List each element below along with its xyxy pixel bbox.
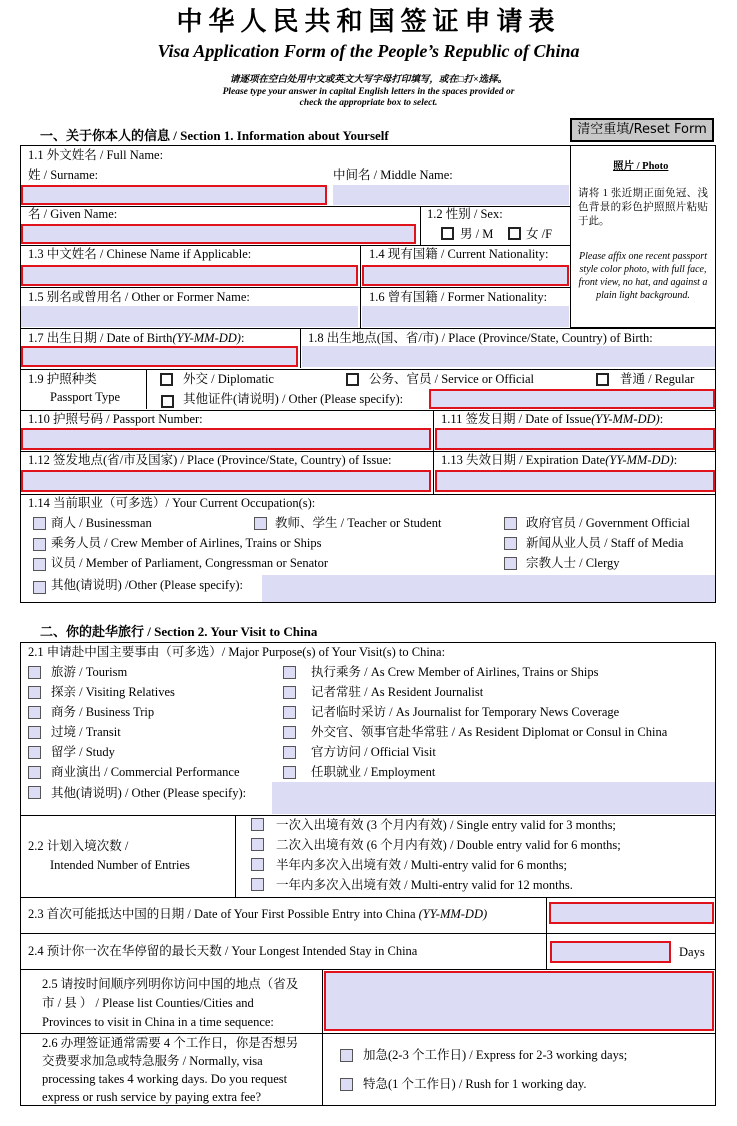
passport-regular-label: 普通 / Regular <box>620 372 695 386</box>
occupation-other-label: 其他(请说明) /Other (Please specify): <box>51 578 243 592</box>
photo-instruction-en: Please affix one recent passport style color photo, with full face, front view, no hat, and against a plain light background. <box>578 251 708 301</box>
purpose-relatives-checkbox[interactable] <box>28 686 41 699</box>
occupation-teacher-checkbox[interactable] <box>254 517 267 530</box>
instruction-en-1: Please type your answer in capital English letters in the spaces provided or <box>222 87 515 97</box>
passport-number-label: 1.10 护照号码 / Passport Number: <box>28 412 203 426</box>
entry-single-checkbox[interactable] <box>251 818 264 831</box>
issue-date-label: 1.11 签发日期 / Date of Issue(YY-MM-DD): <box>441 412 664 426</box>
birth-place-input[interactable] <box>302 346 715 367</box>
entry-single-label: 一次入出境有效 (3 个月内有效) / Single entry valid for 3 months; <box>276 818 616 832</box>
passport-number-input[interactable] <box>21 428 431 450</box>
purpose-business-label: 商务 / Business Trip <box>51 705 155 719</box>
photo-title: 照片 / Photo <box>613 161 669 172</box>
purpose-other-input[interactable] <box>272 782 715 814</box>
sex-male-checkbox[interactable] <box>441 227 454 240</box>
occupation-other-input[interactable] <box>262 575 715 602</box>
issue-place-input[interactable] <box>21 470 431 492</box>
occupation-media-label: 新闻从业人员 / Staff of Media <box>526 536 684 550</box>
places-label-1: 2.5 请按时间顺序列明你访问中国的地点（省及 <box>42 977 299 991</box>
other-name-label: 1.5 别名或曾用名 / Other or Former Name: <box>28 290 250 304</box>
passport-other-checkbox[interactable] <box>161 395 174 408</box>
expiration-date-input[interactable] <box>435 470 715 492</box>
nationality-input[interactable] <box>362 265 569 286</box>
given-name-label: 名 / Given Name: <box>28 207 118 221</box>
occupation-parliament-checkbox[interactable] <box>33 558 46 571</box>
express-label: 加急(2-3 个工作日) / Express for 2-3 working days; <box>363 1048 628 1062</box>
reset-form-button[interactable]: 清空重填/Reset Form <box>570 118 714 142</box>
purpose-tourism-checkbox[interactable] <box>28 666 41 679</box>
purpose-crew-label: 执行乘务 / As Crew Member of Airlines, Trains or Ships <box>311 665 599 679</box>
entries-label-en: Intended Number of Entries <box>50 858 190 872</box>
entry-multi-6-label: 半年内多次入出境有效 / Multi-entry valid for 6 months; <box>276 858 567 872</box>
passport-diplomatic-checkbox[interactable] <box>160 373 173 386</box>
purpose-crew-checkbox[interactable] <box>283 666 296 679</box>
instruction-cn: 请逐项在空白处用中文或英文大写字母打印填写，或在□打×选择。 <box>229 75 508 85</box>
purpose-other-label: 其他(请说明) / Other (Please specify): <box>51 786 247 800</box>
occupation-clergy-label: 宗教人士 / Clergy <box>526 556 620 570</box>
occupation-businessman-label: 商人 / Businessman <box>51 516 152 530</box>
birth-place-label: 1.8 出生地点(国、省/市) / Place (Province/State, Country) of Birth: <box>308 331 653 345</box>
passport-type-label-en: Passport Type <box>50 390 121 404</box>
occupation-parliament-label: 议员 / Member of Parliament, Congressman or Senator <box>51 556 329 570</box>
photo-instruction-cn: 请将 1 张近期正面免冠、浅色背景的彩色护照照片粘贴于此。 <box>578 188 708 227</box>
occupation-government-label: 政府官员 / Government Official <box>526 516 690 530</box>
purpose-employment-label: 任职就业 / Employment <box>311 765 436 779</box>
surname-label: 姓 / Surname: <box>28 168 99 182</box>
middle-name-label: 中间名 / Middle Name: <box>333 168 453 182</box>
longest-stay-label: 2.4 预计你一次在华停留的最长天数 / Your Longest Intended Stay in China <box>28 944 418 958</box>
occupation-label: 1.14 当前职业（可多选）/ Your Current Occupation(s): <box>28 496 316 510</box>
service-label-1: 2.6 办理签证通常需要 4 个工作日，你是否想另 <box>42 1036 299 1050</box>
passport-service-label: 公务、官员 / Service or Official <box>369 372 535 386</box>
places-label-2: 市 / 县 ） / Please list Counties/Cities and <box>42 996 254 1010</box>
longest-stay-input[interactable] <box>550 941 671 963</box>
sex-male-label: 男 / M <box>460 227 494 241</box>
issue-place-label: 1.12 签发地点(省/市及国家) / Place (Province/State, Country) of Issue: <box>28 453 392 467</box>
chinese-name-input[interactable] <box>21 265 358 286</box>
purpose-performance-checkbox[interactable] <box>28 766 41 779</box>
given-name-input[interactable] <box>21 224 416 244</box>
surname-input[interactable] <box>21 185 327 205</box>
occupation-media-checkbox[interactable] <box>504 537 517 550</box>
purpose-diplomat-label: 外交官、领事官赴华常驻 / As Resident Diplomat or Consul in China <box>311 725 668 739</box>
service-label-3: processing takes 4 working days. Do you request <box>42 1072 288 1086</box>
section1-title: 一、关于你本人的信息 / Section 1. Information about Yourself <box>40 128 389 143</box>
purpose-resident-journalist-label: 记者常驻 / As Resident Journalist <box>311 685 484 699</box>
entry-multi-6-checkbox[interactable] <box>251 858 264 871</box>
nationality-label: 1.4 现有国籍 / Current Nationality: <box>369 247 549 261</box>
entry-multi-12-label: 一年内多次入出境有效 / Multi-entry valid for 12 months. <box>276 878 573 892</box>
purpose-performance-label: 商业演出 / Commercial Performance <box>51 765 240 779</box>
purpose-temp-journalist-checkbox[interactable] <box>283 706 296 719</box>
days-label: Days <box>679 945 705 959</box>
occupation-clergy-checkbox[interactable] <box>504 557 517 570</box>
first-entry-label: 2.3 首次可能抵达中国的日期 / Date of Your First Possible Entry into China (YY-MM-DD) <box>28 907 488 921</box>
purpose-other-checkbox[interactable] <box>28 786 41 799</box>
chinese-name-label: 1.3 中文姓名 / Chinese Name if Applicable: <box>28 247 252 261</box>
former-nationality-input[interactable] <box>362 306 569 327</box>
passport-regular-checkbox[interactable] <box>596 373 609 386</box>
rush-checkbox[interactable] <box>340 1078 353 1091</box>
purpose-business-checkbox[interactable] <box>28 706 41 719</box>
purpose-study-label: 留学 / Study <box>51 745 115 759</box>
expiration-date-label: 1.13 失效日期 / Expiration Date(YY-MM-DD): <box>441 453 678 467</box>
form-title-en: Visa Application Form of the People’s Republic of China <box>157 41 580 61</box>
sex-label: 1.2 性别 / Sex: <box>427 207 503 221</box>
purpose-transit-checkbox[interactable] <box>28 726 41 739</box>
occupation-teacher-label: 教师、学生 / Teacher or Student <box>275 516 442 530</box>
sex-female-label: 女 /F <box>526 227 553 241</box>
dob-input[interactable] <box>21 346 298 367</box>
form-title-cn: 中华人民共和国签证申请表 <box>176 7 561 37</box>
middle-name-input[interactable] <box>333 185 569 205</box>
purpose-temp-journalist-label: 记者临时采访 / As Journalist for Temporary News Coverage <box>311 705 620 719</box>
occupation-government-checkbox[interactable] <box>504 517 517 530</box>
service-label-2: 交费要求加急或特急服务 / Normally, visa <box>42 1054 263 1068</box>
purpose-official-visit-checkbox[interactable] <box>283 746 296 759</box>
purpose-relatives-label: 探亲 / Visiting Relatives <box>51 685 175 699</box>
former-nationality-label: 1.6 曾有国籍 / Former Nationality: <box>369 290 548 304</box>
purpose-diplomat-checkbox[interactable] <box>283 726 296 739</box>
passport-other-input[interactable] <box>429 389 715 409</box>
entries-label-cn: 2.2 计划入境次数 / <box>28 839 129 853</box>
instruction-en-2: check the appropriate box to select. <box>299 98 438 108</box>
places-input[interactable] <box>324 971 714 1031</box>
entry-double-label: 二次入出境有效 (6 个月内有效) / Double entry valid for 6 months; <box>276 838 621 852</box>
purpose-transit-label: 过境 / Transit <box>51 725 121 739</box>
purpose-label: 2.1 申请赴中国主要事由（可多选）/ Major Purpose(s) of Your Visit(s) to China: <box>28 645 446 659</box>
occupation-other-checkbox[interactable] <box>33 581 46 594</box>
other-name-input[interactable] <box>21 306 358 327</box>
purpose-official-visit-label: 官方访问 / Official Visit <box>311 745 436 759</box>
passport-service-checkbox[interactable] <box>346 373 359 386</box>
passport-type-label-cn: 1.9 护照种类 <box>28 372 97 386</box>
passport-diplomatic-label: 外交 / Diplomatic <box>183 372 274 386</box>
rush-label: 特急(1 个工作日) / Rush for 1 working day. <box>363 1077 587 1091</box>
full-name-label: 1.1 外文姓名 / Full Name: <box>28 148 164 162</box>
issue-date-input[interactable] <box>435 428 715 450</box>
purpose-study-checkbox[interactable] <box>28 746 41 759</box>
first-entry-input[interactable] <box>549 902 714 924</box>
occupation-businessman-checkbox[interactable] <box>33 517 46 530</box>
passport-other-label: 其他证件(请说明) / Other (Please specify): <box>183 392 404 406</box>
entry-double-checkbox[interactable] <box>251 838 264 851</box>
entry-multi-12-checkbox[interactable] <box>251 878 264 891</box>
sex-female-checkbox[interactable] <box>508 227 521 240</box>
occupation-crew-checkbox[interactable] <box>33 538 46 551</box>
purpose-employment-checkbox[interactable] <box>283 766 296 779</box>
express-checkbox[interactable] <box>340 1049 353 1062</box>
purpose-resident-journalist-checkbox[interactable] <box>283 686 296 699</box>
purpose-tourism-label: 旅游 / Tourism <box>51 665 128 679</box>
places-label-3: Provinces to visit in China in a time sequence: <box>42 1015 274 1029</box>
section2-title: 二、你的赴华旅行 / Section 2. Your Visit to China <box>40 624 318 639</box>
occupation-crew-label: 乘务人员 / Crew Member of Airlines, Trains or Ships <box>51 536 322 550</box>
service-label-4: express or rush service by paying extra fee? <box>42 1090 262 1104</box>
dob-label: 1.7 出生日期 / Date of Birth(YY-MM-DD): <box>28 331 245 345</box>
